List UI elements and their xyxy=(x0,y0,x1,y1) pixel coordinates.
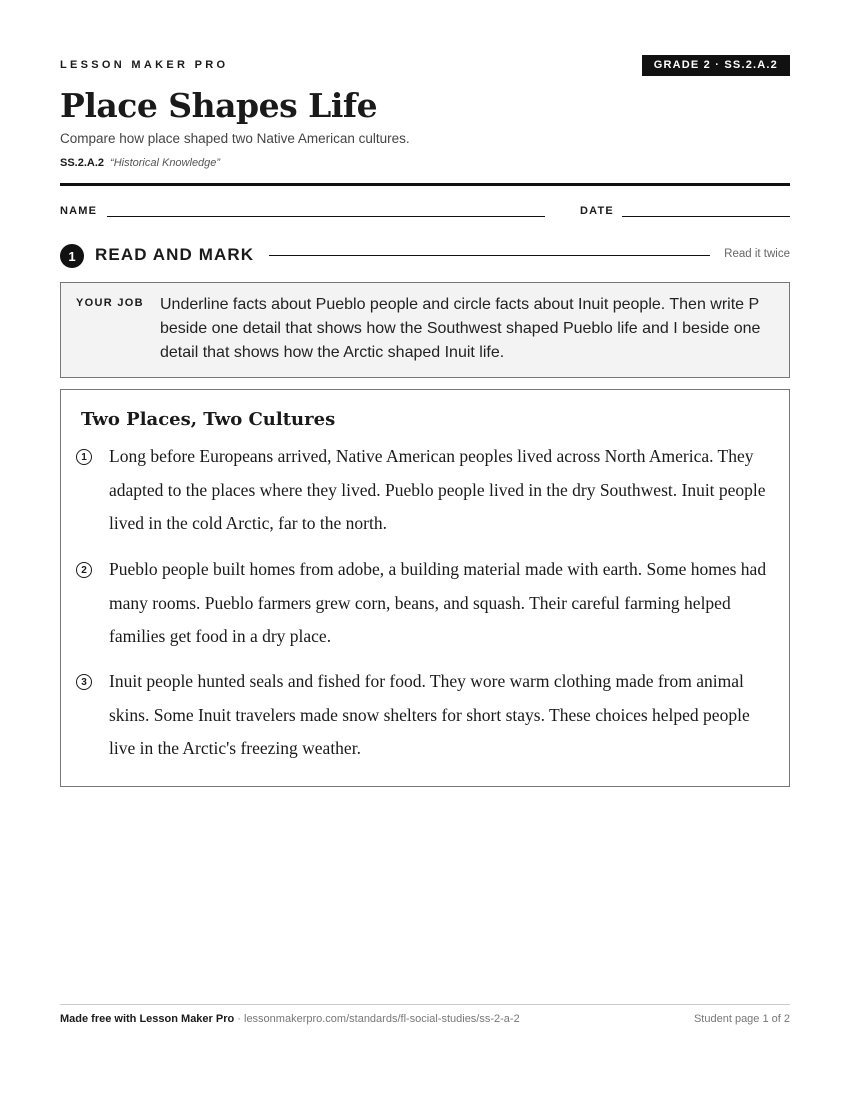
paragraph-text: Inuit people hunted seals and fished for food. They wore warm clothing made from animal skins. Some Inuit travelers made snow shelters for short stays. These choices helped people live in the Arctic's freezing weather. xyxy=(109,671,750,759)
page-subtitle: Compare how place shaped two Native American cultures. xyxy=(60,131,410,146)
footer-credit xyxy=(60,1013,520,1025)
brand-name: LESSON MAKER PRO xyxy=(60,59,229,71)
standard-code: SS.2.A.2 xyxy=(60,157,105,169)
page-title: Place Shapes Life xyxy=(60,86,378,125)
footer-page-number: Student page 1 of 2 xyxy=(693,1013,790,1025)
footer-divider xyxy=(60,1004,790,1005)
passage-title: Two Places, Two Cultures xyxy=(81,409,336,430)
your-job-box xyxy=(60,282,790,378)
grade-badge: GRADE 2 · SS.2.A.2 xyxy=(642,55,790,76)
section-number-badge: 1 xyxy=(60,244,84,268)
paragraph-number-icon: 3 xyxy=(76,674,92,690)
section-note: Read it twice xyxy=(724,248,790,260)
name-label: NAME xyxy=(60,205,98,217)
name-field-line[interactable] xyxy=(107,216,545,217)
reading-passage-box xyxy=(60,389,790,787)
section-rule xyxy=(269,255,710,256)
header-divider xyxy=(60,183,790,186)
worksheet-page xyxy=(60,0,790,1100)
date-label: DATE xyxy=(580,205,614,217)
standard-description: “Historical Knowledge” xyxy=(110,157,221,169)
your-job-label: YOUR JOB xyxy=(76,297,144,309)
footer-url: · lessonmakerpro.com/standards/fl-social-studies/ss-2-a-2 xyxy=(234,1013,520,1025)
standard-line xyxy=(60,157,220,169)
paragraph-number-icon: 1 xyxy=(76,449,92,465)
paragraph-text: Long before Europeans arrived, Native American peoples lived across North America. They adapted to the places where they lived. Pueblo people lived in the dry Southwest. Inuit people lived in the cold Arctic, far to the north. xyxy=(109,446,766,534)
section-title: READ AND MARK xyxy=(95,245,255,264)
date-field-line[interactable] xyxy=(622,216,790,217)
paragraph-number-icon: 2 xyxy=(76,562,92,578)
your-job-instructions: Underline facts about Pueblo people and circle facts about Inuit people. Then write P beside one detail that shows how the Southwest shaped Pueblo life and I beside one detail that shows how the Arctic shaped Inuit life. xyxy=(160,296,761,361)
footer-made-with: Made free with Lesson Maker Pro xyxy=(60,1013,235,1025)
paragraph-text: Pueblo people built homes from adobe, a building material made with earth. Some homes had many rooms. Pueblo farmers grew corn, beans, and squash. Their careful farming helped families get food in a dry place. xyxy=(109,559,767,647)
